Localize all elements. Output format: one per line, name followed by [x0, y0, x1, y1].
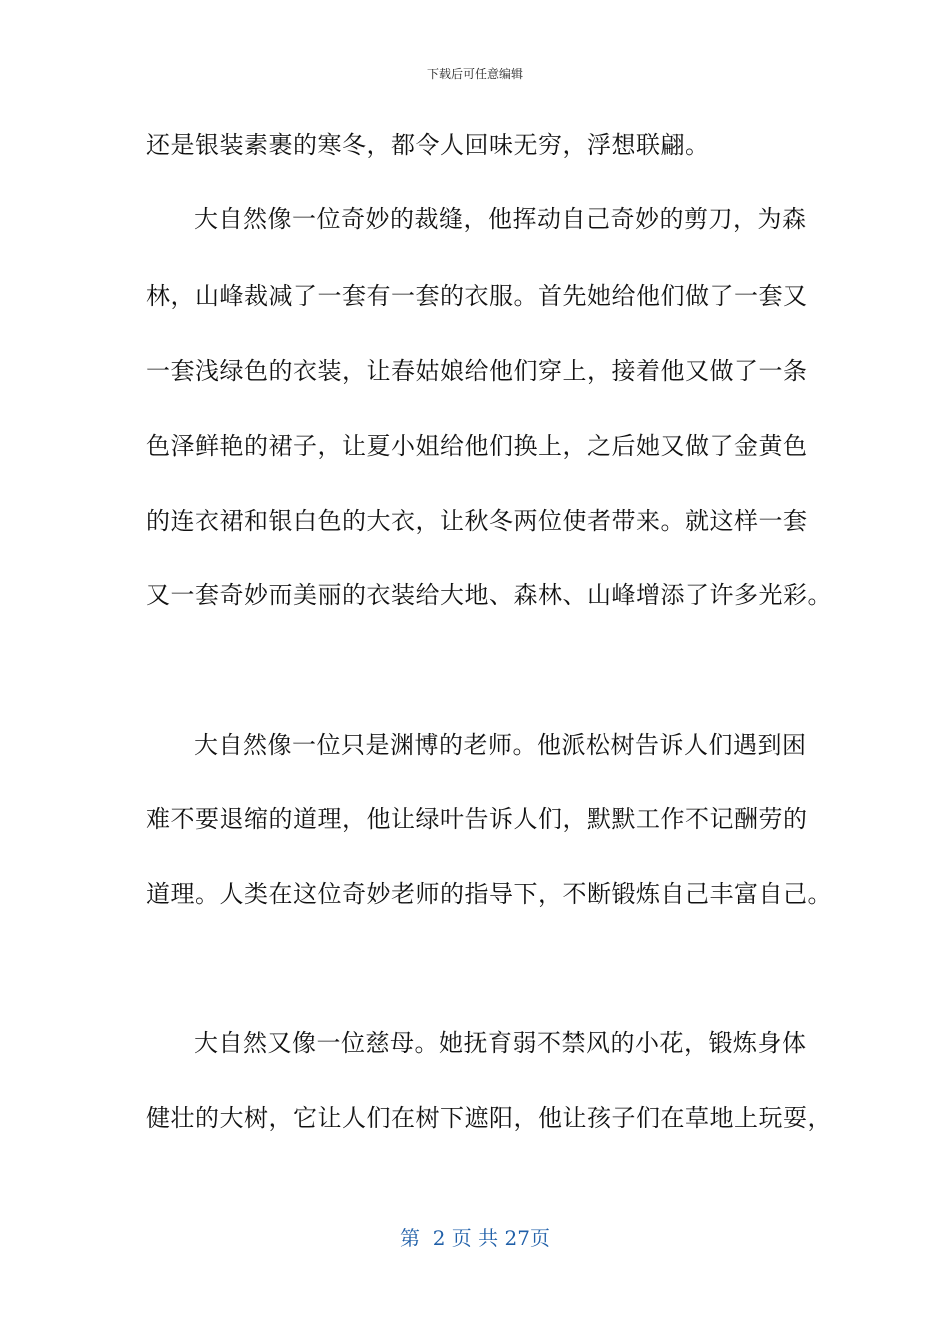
page-header: 下载后可任意编辑 — [426, 67, 523, 81]
paragraph-2-line-6: 又一套奇妙而美丽的衣装给大地、森林、山峰增添了许多光彩。 — [146, 581, 832, 609]
paragraph-4-line-2: 健壮的大树，它让人们在树下遮阳，他让孩子们在草地上玩耍， — [146, 1104, 832, 1132]
paragraph-2-line-3: 一套浅绿色的衣装，让春姑娘给他们穿上，接着他又做了一条 — [146, 357, 808, 385]
page-number: 第 2 页 共 27页 — [400, 1226, 550, 1250]
paragraph-3-line-3: 道理。人类在这位奇妙老师的指导下，不断锻炼自己丰富自己。 — [146, 880, 832, 908]
paragraph-4-line-1: 大自然又像一位慈母。她抚育弱不禁风的小花，锻炼身体 — [194, 1029, 807, 1057]
paragraph-2-line-4: 色泽鲜艳的裙子，让夏小姐给他们换上，之后她又做了金黄色 — [146, 432, 808, 460]
paragraph-2-line-2: 林，山峰裁减了一套有一套的衣服。首先她给他们做了一套又 — [146, 282, 808, 310]
paragraph-2-line-5: 的连衣裙和银白色的大衣，让秋冬两位使者带来。就这样一套 — [146, 507, 808, 535]
paragraph-3-line-1: 大自然像一位只是渊博的老师。他派松树告诉人们遇到困 — [194, 731, 807, 759]
paragraph-2-line-1: 大自然像一位奇妙的裁缝，他挥动自己奇妙的剪刀，为森 — [194, 205, 807, 233]
body-line-1: 还是银装素裹的寒冬，都令人回味无穷，浮想联翩。 — [146, 131, 710, 159]
paragraph-3-line-2: 难不要退缩的道理，他让绿叶告诉人们，默默工作不记酬劳的 — [146, 805, 808, 833]
